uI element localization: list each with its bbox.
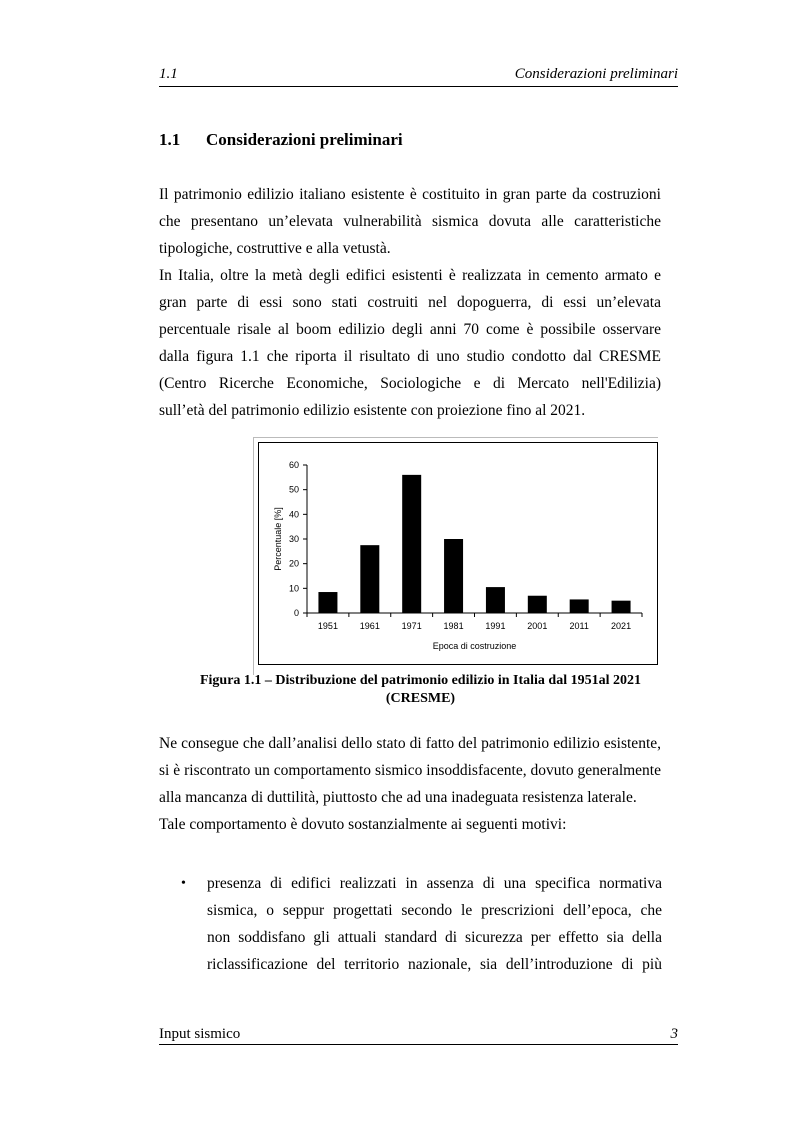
y-tick-label: 50 bbox=[288, 484, 299, 495]
y-tick-label: 30 bbox=[288, 534, 299, 544]
list-item bbox=[159, 870, 678, 978]
bar-2001 bbox=[528, 596, 547, 613]
paragraph-line: gran parte di essi sono stati costruiti nel dopoguerra, di essi un’elevata bbox=[159, 294, 661, 311]
running-header bbox=[159, 64, 678, 87]
figure-frame-top bbox=[253, 437, 658, 438]
paragraph-line: si è riscontrato un comportamento sismico insoddisfacente, dovuto generalmente bbox=[159, 762, 661, 779]
paragraph-line: sull’età del patrimonio edilizio esistente con proiezione fino al 2021. bbox=[159, 402, 586, 419]
list-item-line: non soddisfano gli attuali standard di sicurezza per effetto sia della bbox=[207, 929, 662, 946]
bar-2011 bbox=[570, 599, 589, 613]
bullet-list bbox=[159, 870, 678, 978]
x-tick-label: 1961 bbox=[359, 621, 380, 631]
x-tick-label: 1991 bbox=[485, 621, 506, 631]
figure-caption bbox=[159, 672, 682, 708]
list-item-line: riclassificazione del territorio nazionale, sia dell’introduzione di più bbox=[207, 956, 662, 973]
bullet-icon: • bbox=[181, 876, 186, 891]
y-tick-label: 60 bbox=[288, 460, 299, 470]
caption-line: (CRESME) bbox=[385, 691, 456, 706]
x-tick-label: 1951 bbox=[317, 621, 338, 631]
section-title: Considerazioni preliminari bbox=[206, 130, 403, 149]
paragraph-line: dalla figura 1.1 che riporta il risultato di uno studio condotto dal CRESME bbox=[159, 348, 661, 365]
bar-2021 bbox=[612, 601, 631, 613]
paragraph-line: tipologiche, costruttive e alla vetustà. bbox=[159, 240, 391, 257]
list-item-line: presenza di edifici realizzati in assenza di una specifica normativa bbox=[207, 875, 662, 892]
x-tick-label: 2001 bbox=[527, 621, 548, 631]
bar-1981 bbox=[444, 539, 463, 613]
paragraph-line: Tale comportamento è dovuto sostanzialmente ai seguenti motivi: bbox=[159, 816, 567, 833]
y-tick-label: 0 bbox=[293, 608, 299, 618]
caption-line: Figura 1.1 – Distribuzione del patrimonio edilizio in Italia dal 1951al 2021 bbox=[199, 673, 641, 688]
header-section-title: Considerazioni preliminari bbox=[514, 66, 678, 82]
y-axis-label: Percentuale [%] bbox=[273, 507, 283, 571]
chart-canvas bbox=[259, 443, 657, 664]
bar-1991 bbox=[486, 587, 505, 613]
x-tick-label: 2021 bbox=[611, 621, 632, 631]
footer-document-title: Input sismico bbox=[159, 1026, 241, 1042]
paragraph-conclusion bbox=[159, 730, 661, 838]
x-tick-label: 2011 bbox=[569, 621, 589, 631]
x-tick-label: 1981 bbox=[443, 621, 464, 631]
paragraph-line: In Italia, oltre la metà degli edifici esistenti è realizzata in cemento armato e bbox=[159, 267, 661, 284]
paragraph-line: che presentano un’elevata vulnerabilità sismica dovuta alle caratteristiche bbox=[159, 213, 661, 230]
bar-1971 bbox=[402, 475, 421, 613]
running-footer bbox=[159, 1026, 678, 1045]
bar-1951 bbox=[318, 592, 337, 613]
paragraph-line: alla mancanza di duttilità, piuttosto che ad una inadeguata resistenza laterale. bbox=[159, 789, 637, 806]
x-tick-label: 1971 bbox=[401, 621, 422, 631]
x-axis-label: Epoca di costruzione bbox=[432, 641, 517, 651]
section-number: 1.1 bbox=[159, 130, 181, 149]
list-item-line: sismica, o seppur progettati secondo le prescrizioni dell’epoca, che bbox=[207, 902, 662, 919]
y-tick-label: 20 bbox=[288, 558, 299, 569]
section-heading bbox=[159, 130, 403, 150]
paragraph-italy bbox=[159, 262, 661, 424]
header-section-number: 1.1 bbox=[159, 66, 178, 82]
paragraph-line: Ne consegue che dall’analisi dello stato di fatto del patrimonio edilizio esistente, bbox=[159, 735, 661, 752]
paragraph-line: percentuale risale al boom edilizio degli anni 70 come è possibile osservare bbox=[159, 321, 661, 338]
figure-frame-left bbox=[253, 437, 254, 675]
paragraph-intro bbox=[159, 181, 661, 262]
paragraph-line: Il patrimonio edilizio italiano esistente è costituito in gran parte da costruzioni bbox=[159, 186, 661, 203]
y-tick-label: 10 bbox=[288, 583, 299, 594]
y-tick-label: 40 bbox=[288, 509, 299, 520]
paragraph-line: (Centro Ricerche Economiche, Sociologiche e di Mercato nell'Edilizia) bbox=[159, 375, 661, 392]
bar-chart bbox=[258, 442, 658, 665]
page-number: 3 bbox=[670, 1026, 678, 1042]
bar-1961 bbox=[360, 545, 379, 613]
